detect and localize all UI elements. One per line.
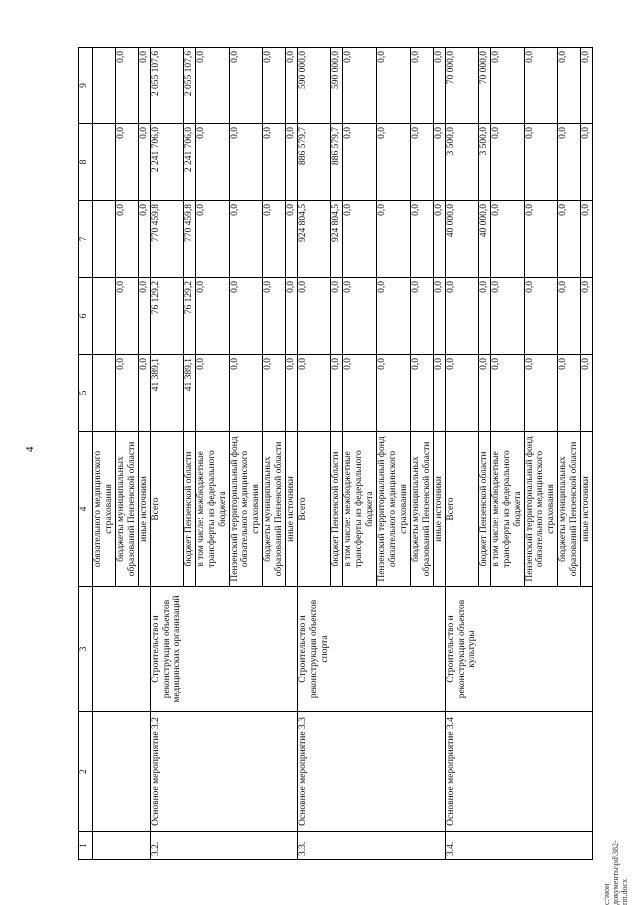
empty-cell: [138, 832, 150, 860]
funding-source-cell: бюджеты муниципальных образований Пензенской области: [410, 432, 433, 587]
value-cell: 0,0: [138, 355, 150, 432]
value-cell: 0,0: [490, 124, 524, 201]
value-cell: 0,0: [343, 124, 377, 201]
funding-source-cell: бюджет Пензенской области: [331, 432, 343, 587]
event-name-cell: [410, 712, 433, 832]
empty-cell: [115, 587, 138, 712]
value-cell: 0,0: [115, 278, 138, 355]
item-number-cell: [195, 832, 229, 860]
table-row: [445, 48, 478, 860]
value-cell: 0,0: [558, 124, 581, 201]
event-name-cell: [331, 712, 343, 832]
event-name-cell: [433, 712, 445, 832]
value-cell: 0,0: [490, 201, 524, 278]
value-cell: 886 579,7: [298, 124, 331, 201]
event-title-cell: [331, 587, 343, 712]
value-cell: 2 055 107,6: [150, 48, 183, 124]
value-cell: 0,0: [558, 48, 581, 124]
funding-source-cell: Пензенский территориальный фонд обязательного медицинского страхования: [524, 432, 558, 587]
value-cell: 0,0: [377, 278, 411, 355]
item-number-cell: 3.2.: [150, 832, 183, 860]
event-title-cell: Строительство и реконструкция объектов культуры: [445, 587, 478, 712]
event-title-cell: [490, 587, 524, 712]
value-cell: 0,0: [581, 201, 593, 278]
value-cell: 0,0: [558, 201, 581, 278]
value-cell: 70 000,0: [478, 48, 490, 124]
value-cell: 0,0: [115, 201, 138, 278]
value-cell: 0,0: [410, 124, 433, 201]
value-cell: 0,0: [478, 355, 490, 432]
event-name-cell: [377, 712, 411, 832]
value-cell: 0,0: [286, 201, 298, 278]
item-number-cell: [286, 832, 298, 860]
event-title-cell: [524, 587, 558, 712]
event-name-cell: [229, 712, 263, 832]
value-cell: 0,0: [195, 355, 229, 432]
item-number-cell: [263, 832, 286, 860]
value-cell: [93, 124, 116, 201]
value-cell: 0,0: [490, 278, 524, 355]
event-title-cell: [183, 587, 195, 712]
value-cell: 0,0: [524, 278, 558, 355]
item-number-cell: [524, 832, 558, 860]
value-cell: 0,0: [377, 124, 411, 201]
event-title-cell: [581, 587, 593, 712]
table-row: [298, 48, 331, 860]
value-cell: 0,0: [286, 48, 298, 124]
value-cell: 0,0: [410, 355, 433, 432]
event-name-cell: [183, 712, 195, 832]
empty-cell: [93, 832, 116, 860]
value-cell: 40 000,0: [445, 201, 478, 278]
value-cell: 0,0: [229, 48, 263, 124]
item-number-cell: [183, 832, 195, 860]
value-cell: 2 055 107,6: [183, 48, 195, 124]
table-row: [410, 48, 433, 860]
table-row: [138, 48, 150, 860]
value-cell: 0,0: [581, 48, 593, 124]
funding-source-cell: иные источники: [138, 432, 150, 587]
value-cell: 0,0: [263, 201, 286, 278]
item-number-cell: 3.3.: [298, 832, 331, 860]
value-cell: 0,0: [331, 355, 343, 432]
item-number-cell: [558, 832, 581, 860]
col-header-1: 1: [79, 832, 93, 860]
event-title-cell: [229, 587, 263, 712]
item-number-cell: [478, 832, 490, 860]
funding-source-cell: в том числе: межбюджетные трансферты из федерального бюджета: [195, 432, 229, 587]
table-row: [286, 48, 298, 860]
event-name-cell: [286, 712, 298, 832]
event-name-cell: [263, 712, 286, 832]
col-header-3: 3: [79, 587, 93, 712]
table-row: [478, 48, 490, 860]
funding-source-cell: бюджеты муниципальных образований Пензенской области: [263, 432, 286, 587]
event-name-cell: Основное мероприятие 3.2: [150, 712, 183, 832]
event-title-cell: [377, 587, 411, 712]
funding-source-cell: иные источники: [286, 432, 298, 587]
value-cell: 0,0: [433, 201, 445, 278]
event-name-cell: [490, 712, 524, 832]
value-cell: 0,0: [195, 48, 229, 124]
col-header-2: 2: [79, 712, 93, 832]
value-cell: 924 804,5: [331, 201, 343, 278]
event-title-cell: [286, 587, 298, 712]
table-row: [115, 48, 138, 860]
value-cell: [93, 201, 116, 278]
funding-source-cell: Всего: [445, 432, 478, 587]
value-cell: 0,0: [581, 278, 593, 355]
event-name-cell: [343, 712, 377, 832]
value-cell: 2 241 706,0: [183, 124, 195, 201]
event-name-cell: [195, 712, 229, 832]
funding-source-cell: иные источники: [581, 432, 593, 587]
value-cell: 0,0: [524, 201, 558, 278]
empty-cell: [115, 832, 138, 860]
funding-source-cell: Пензенский территориальный фонд обязательного медицинского страхования: [377, 432, 411, 587]
value-cell: 0,0: [433, 48, 445, 124]
col-header-8: 8: [79, 124, 93, 201]
value-cell: 924 804,5: [298, 201, 331, 278]
table-row: [93, 48, 116, 860]
value-cell: 0,0: [433, 278, 445, 355]
funding-source-cell: бюджеты муниципальных образований Пензенской области: [558, 432, 581, 587]
value-cell: 40 000,0: [478, 201, 490, 278]
value-cell: [93, 355, 116, 432]
value-cell: 0,0: [343, 278, 377, 355]
item-number-cell: [581, 832, 593, 860]
event-name-cell: [478, 712, 490, 832]
value-cell: 0,0: [298, 355, 331, 432]
col-header-4: 4: [79, 432, 93, 587]
value-cell: 0,0: [445, 355, 478, 432]
item-number-cell: [343, 832, 377, 860]
empty-cell: [138, 712, 150, 832]
value-cell: 0,0: [115, 48, 138, 124]
value-cell: 0,0: [433, 124, 445, 201]
funding-source-cell: бюджет Пензенской области: [478, 432, 490, 587]
event-title-cell: [478, 587, 490, 712]
value-cell: 3 500,0: [478, 124, 490, 201]
event-title-cell: Строительство и реконструкция объектов медицинских организаций: [150, 587, 183, 712]
table-row: [524, 48, 558, 860]
value-cell: 0,0: [343, 355, 377, 432]
event-name-cell: Основное мероприятие 3.3: [298, 712, 331, 832]
financing-table: [78, 47, 593, 860]
value-cell: [93, 278, 116, 355]
value-cell: 0,0: [377, 201, 411, 278]
value-cell: 0,0: [195, 124, 229, 201]
funding-source-cell: Всего: [298, 432, 331, 587]
event-title-cell: [343, 587, 377, 712]
value-cell: 0,0: [115, 124, 138, 201]
value-cell: 0,0: [581, 124, 593, 201]
value-cell: 0,0: [138, 124, 150, 201]
value-cell: 0,0: [478, 278, 490, 355]
item-number-cell: [410, 832, 433, 860]
event-name-cell: Основное мероприятие 3.4: [445, 712, 478, 832]
value-cell: 0,0: [433, 355, 445, 432]
item-number-cell: [433, 832, 445, 860]
empty-cell: [93, 587, 116, 712]
table-row: [331, 48, 343, 860]
value-cell: 0,0: [115, 355, 138, 432]
value-cell: 0,0: [138, 48, 150, 124]
item-number-cell: [229, 832, 263, 860]
value-cell: 770 459,8: [183, 201, 195, 278]
value-cell: 590 000,0: [331, 48, 343, 124]
value-cell: 0,0: [581, 355, 593, 432]
value-cell: 0,0: [524, 48, 558, 124]
funding-source-cell: иные источники: [433, 432, 445, 587]
table-row: [490, 48, 524, 860]
table-row: [581, 48, 593, 860]
value-cell: 76 129,2: [150, 278, 183, 355]
table-row: [150, 48, 183, 860]
empty-cell: [138, 587, 150, 712]
value-cell: 0,0: [286, 355, 298, 432]
column-number-row: [79, 48, 93, 860]
value-cell: 886 579,7: [331, 124, 343, 201]
col-header-7: 7: [79, 201, 93, 278]
item-number-cell: [490, 832, 524, 860]
value-cell: 0,0: [343, 201, 377, 278]
value-cell: 0,0: [263, 355, 286, 432]
col-header-9: 9: [79, 48, 93, 124]
value-cell: 0,0: [558, 355, 581, 432]
value-cell: 0,0: [229, 278, 263, 355]
value-cell: 0,0: [410, 201, 433, 278]
funding-source-cell: в том числе: межбюджетные трансферты из федерального бюджета: [343, 432, 377, 587]
value-cell: 0,0: [558, 278, 581, 355]
value-cell: 0,0: [410, 48, 433, 124]
value-cell: 590 000,0: [298, 48, 331, 124]
page-number: 4: [24, 446, 36, 452]
col-header-5: 5: [79, 355, 93, 432]
value-cell: 0,0: [263, 124, 286, 201]
value-cell: 0,0: [490, 48, 524, 124]
table-row: [343, 48, 377, 860]
table-row: [263, 48, 286, 860]
value-cell: 0,0: [524, 124, 558, 201]
value-cell: [93, 48, 116, 124]
event-title-cell: [558, 587, 581, 712]
table-row: [229, 48, 263, 860]
value-cell: 0,0: [263, 48, 286, 124]
value-cell: 0,0: [195, 278, 229, 355]
event-title-cell: [195, 587, 229, 712]
value-cell: 3 500,0: [445, 124, 478, 201]
table-row: [183, 48, 195, 860]
value-cell: 0,0: [377, 48, 411, 124]
value-cell: 0,0: [298, 278, 331, 355]
event-name-cell: [558, 712, 581, 832]
value-cell: 0,0: [286, 124, 298, 201]
empty-cell: [93, 712, 116, 832]
value-cell: 76 129,2: [183, 278, 195, 355]
value-cell: 41 389,1: [183, 355, 195, 432]
funding-source-cell: обязательного медицинского страхования: [93, 432, 116, 587]
event-title-cell: [433, 587, 445, 712]
event-name-cell: [581, 712, 593, 832]
table-row: [195, 48, 229, 860]
value-cell: 0,0: [343, 48, 377, 124]
col-header-6: 6: [79, 278, 93, 355]
empty-cell: [115, 712, 138, 832]
value-cell: 770 459,8: [150, 201, 183, 278]
funding-source-cell: в том числе: межбюджетные трансферты из федерального бюджета: [490, 432, 524, 587]
value-cell: 0,0: [410, 278, 433, 355]
value-cell: 70 000,0: [445, 48, 478, 124]
value-cell: 0,0: [195, 201, 229, 278]
value-cell: 0,0: [331, 278, 343, 355]
value-cell: 0,0: [229, 355, 263, 432]
event-title-cell: [410, 587, 433, 712]
funding-source-cell: Пензенский территориальный фонд обязательного медицинского страхования: [229, 432, 263, 587]
event-name-cell: [524, 712, 558, 832]
item-number-cell: [377, 832, 411, 860]
value-cell: 0,0: [263, 278, 286, 355]
table-row: [558, 48, 581, 860]
value-cell: 0,0: [286, 278, 298, 355]
value-cell: 0,0: [445, 278, 478, 355]
footer-file-path: c:\мои документы\pd\382-пп.docx: [602, 840, 629, 905]
value-cell: 0,0: [229, 201, 263, 278]
event-title-cell: [263, 587, 286, 712]
table-row: [377, 48, 411, 860]
table-row: [433, 48, 445, 860]
funding-source-cell: бюджет Пензенской области: [183, 432, 195, 587]
funding-source-cell: Всего: [150, 432, 183, 587]
value-cell: 0,0: [524, 355, 558, 432]
value-cell: 0,0: [229, 124, 263, 201]
funding-source-cell: бюджеты муниципальных образований Пензенской области: [115, 432, 138, 587]
value-cell: 0,0: [377, 355, 411, 432]
item-number-cell: 3.4.: [445, 832, 478, 860]
item-number-cell: [331, 832, 343, 860]
value-cell: 0,0: [138, 278, 150, 355]
value-cell: 0,0: [490, 355, 524, 432]
event-title-cell: Строительство и реконструкция объектов спорта: [298, 587, 331, 712]
value-cell: 2 241 706,0: [150, 124, 183, 201]
value-cell: 0,0: [138, 201, 150, 278]
value-cell: 41 389,1: [150, 355, 183, 432]
